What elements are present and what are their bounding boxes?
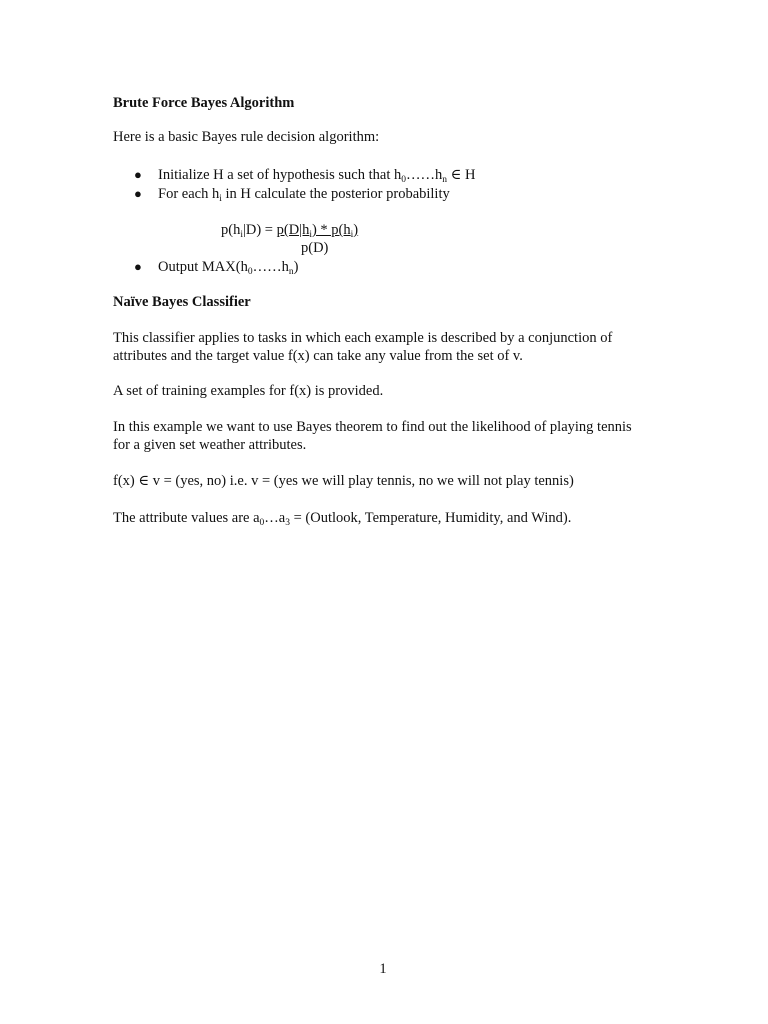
formula-num-c: ) [353, 222, 359, 238]
bullet3-sub-a: 0 [247, 267, 253, 277]
paragraph-2: A set of training examples for f(x) is provided. [113, 383, 384, 399]
bullet1-text-c: ∈ H [446, 167, 476, 183]
bullet-dot-2: ● [134, 186, 142, 201]
formula-denominator: p(D) [301, 240, 329, 256]
formula-num-sub1: i [309, 230, 312, 240]
bullet1-text-a: Initialize H a set of hypothesis such that h [158, 167, 402, 183]
paragraph-3-line-1: In this example we want to use Bayes theorem to find out the likelihood of playing tennis [113, 419, 632, 435]
bullet1-sub-b: n [442, 175, 447, 185]
bullet3-text-a: Output MAX(h [158, 259, 248, 275]
formula-line [221, 221, 358, 239]
formula-num-sub2: i [350, 230, 354, 240]
para5-sub-a: 0 [259, 518, 265, 528]
paragraph-4: f(x) ∈ v = (yes, no) i.e. v = (yes we will play tennis, no we will not play tennis) [113, 473, 574, 489]
paragraph-1-line-2: attributes and the target value f(x) can take any value from the set of v. [113, 348, 523, 364]
formula-num-a: p(D|h [276, 222, 310, 238]
paragraph-1-line-1: This classifier applies to tasks in which each example is described by a conjunction of [113, 330, 613, 346]
bullet3-text-b: ……h [252, 259, 289, 275]
paragraph-5 [113, 509, 571, 527]
bullet3-text-c: ) [293, 259, 299, 275]
formula-lhs-a: p(h [221, 222, 241, 238]
formula-lhs-sub: i [240, 230, 243, 240]
intro-paragraph: Here is a basic Bayes rule decision algorithm: [113, 129, 380, 145]
bullet-dot-1: ● [134, 167, 142, 182]
bullet1-sub-a: 0 [401, 175, 406, 185]
bullet1-text-b: ……h [405, 167, 443, 183]
bullet2-text-a: For each h [158, 186, 220, 202]
formula-numerator [277, 222, 359, 238]
para5-text-b: …a [264, 510, 286, 526]
bullet2-sub-a: i [219, 194, 222, 204]
formula-lhs-b: |D) = [242, 222, 277, 238]
paragraph-3-line-2: for a given set weather attributes. [113, 437, 307, 453]
para5-text-a: The attribute values are a [113, 510, 260, 526]
bullet-dot-3: ● [134, 259, 142, 274]
bullet-initialize [158, 166, 475, 184]
bullet2-text-b: in H calculate the posterior probability [221, 186, 450, 202]
section-heading-naive-bayes: Naïve Bayes Classifier [113, 294, 251, 310]
bullet3-sub-b: n [288, 267, 294, 277]
page-number: 1 [379, 961, 387, 977]
bullet-for-each [158, 185, 450, 203]
para5-text-c: = (Outlook, Temperature, Humidity, and Wind). [289, 510, 572, 526]
bullet-output [158, 258, 298, 276]
formula-num-b: ) * p(h [311, 222, 351, 238]
section-heading-brute-force: Brute Force Bayes Algorithm [113, 95, 295, 111]
para5-sub-b: 3 [285, 518, 290, 528]
